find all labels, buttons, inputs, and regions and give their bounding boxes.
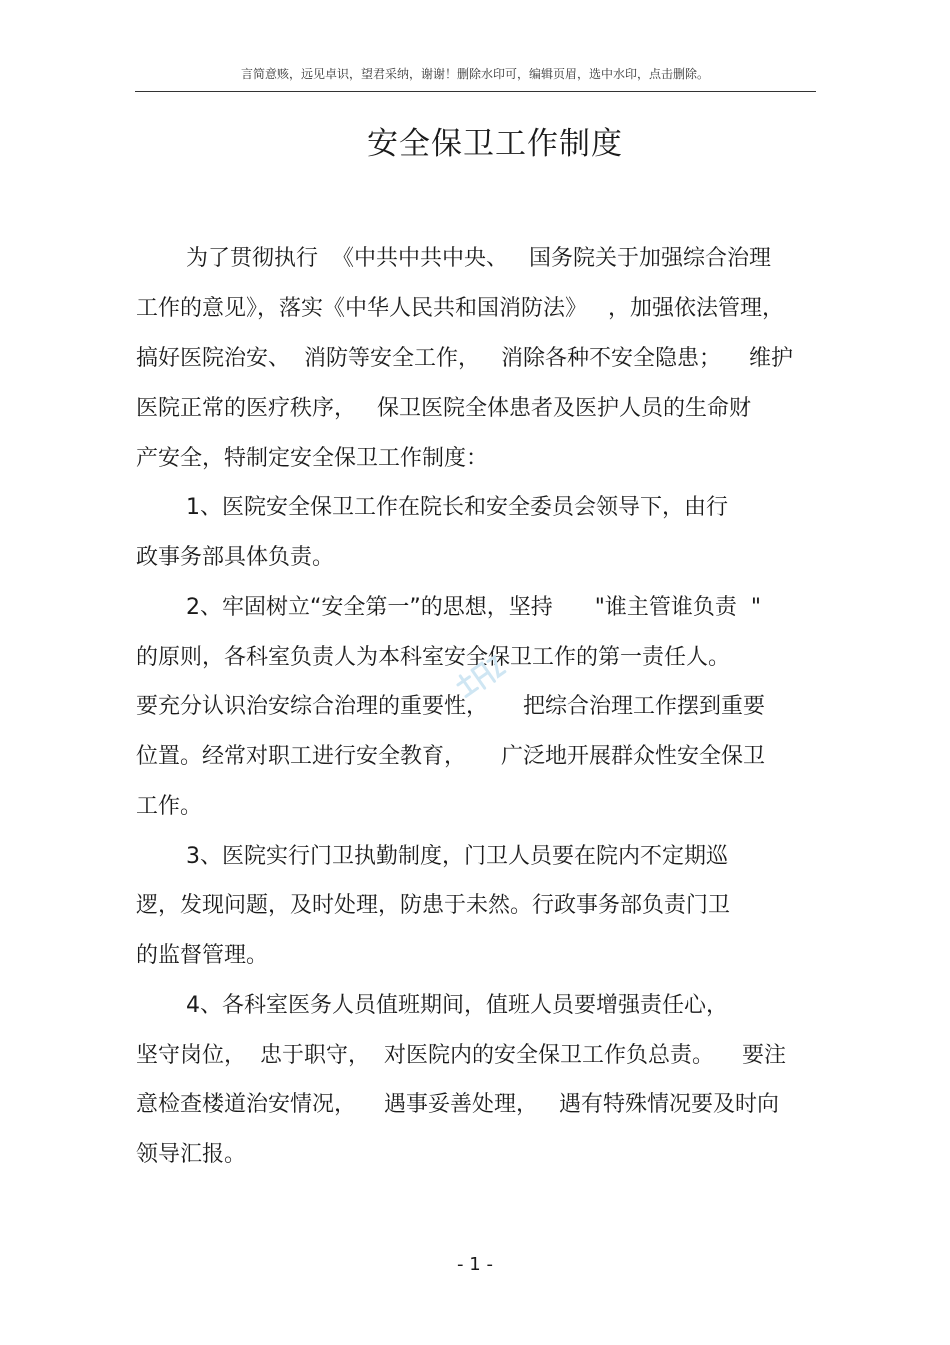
body-line: 1、医院安全保卫工作在院长和安全委员会领导下，由行 (186, 495, 728, 520)
body-line: 为了贯彻执行 《中共中共中央、 国务院关于加强综合治理 (186, 246, 771, 271)
body-line: 的原则，各科室负责人为本科室安全保卫工作的第一责任人。 (136, 645, 731, 670)
body-line: 的监督管理。 (136, 943, 269, 968)
body-line: 产安全，特制定安全保卫工作制度： (136, 446, 489, 471)
watermark-stamp-icon (448, 655, 512, 701)
header-note: 言简意赅，远见卓识，望君采纳，谢谢！删除水印可，编辑页眉，选中水印，点击删除。 (240, 67, 709, 81)
body-line: 坚守岗位， 忠于职守， 对医院内的安全保卫工作负总责。 要注 (136, 1043, 786, 1068)
header-divider (135, 91, 816, 92)
body-line: 逻，发现问题，及时处理，防患于未然。行政事务部负责门卫 (136, 893, 731, 918)
body-line: 2、牢固树立“安全第一”的思想，坚持 "谁主管谁负责 " (186, 595, 761, 620)
body-line: 政事务部具体负责。 (136, 545, 335, 570)
body-line: 意检查楼道治安情况， 遇事妥善处理， 遇有特殊情况要及时向 (136, 1092, 779, 1117)
body-line: 要充分认识治安综合治理的重要性， 把综合治理工作摆到重要 (136, 694, 765, 719)
body-line: 医院正常的医疗秩序， 保卫医院全体患者及医护人员的生命财 (136, 396, 751, 421)
body-line: 3、医院实行门卫执勤制度，门卫人员要在院内不定期巡 (186, 844, 728, 869)
page-number: - 1 - (457, 1254, 493, 1275)
body-line: 位置。经常对职工进行安全教育， 广泛地开展群众性安全保卫 (136, 744, 765, 769)
body-line: 工作的意见》，落实《中华人民共和国消防法》 ，加强依法管理， (136, 296, 784, 321)
body-line: 4、各科室医务人员值班期间，值班人员要增强责任心， (186, 993, 728, 1018)
body-line: 领导汇报。 (136, 1142, 247, 1167)
document-title: 安全保卫工作制度 (367, 126, 623, 162)
body-line: 搞好医院治安、 消防等安全工作， 消除各种不安全隐患； 维护 (136, 346, 793, 371)
body-line: 工作。 (136, 794, 203, 819)
